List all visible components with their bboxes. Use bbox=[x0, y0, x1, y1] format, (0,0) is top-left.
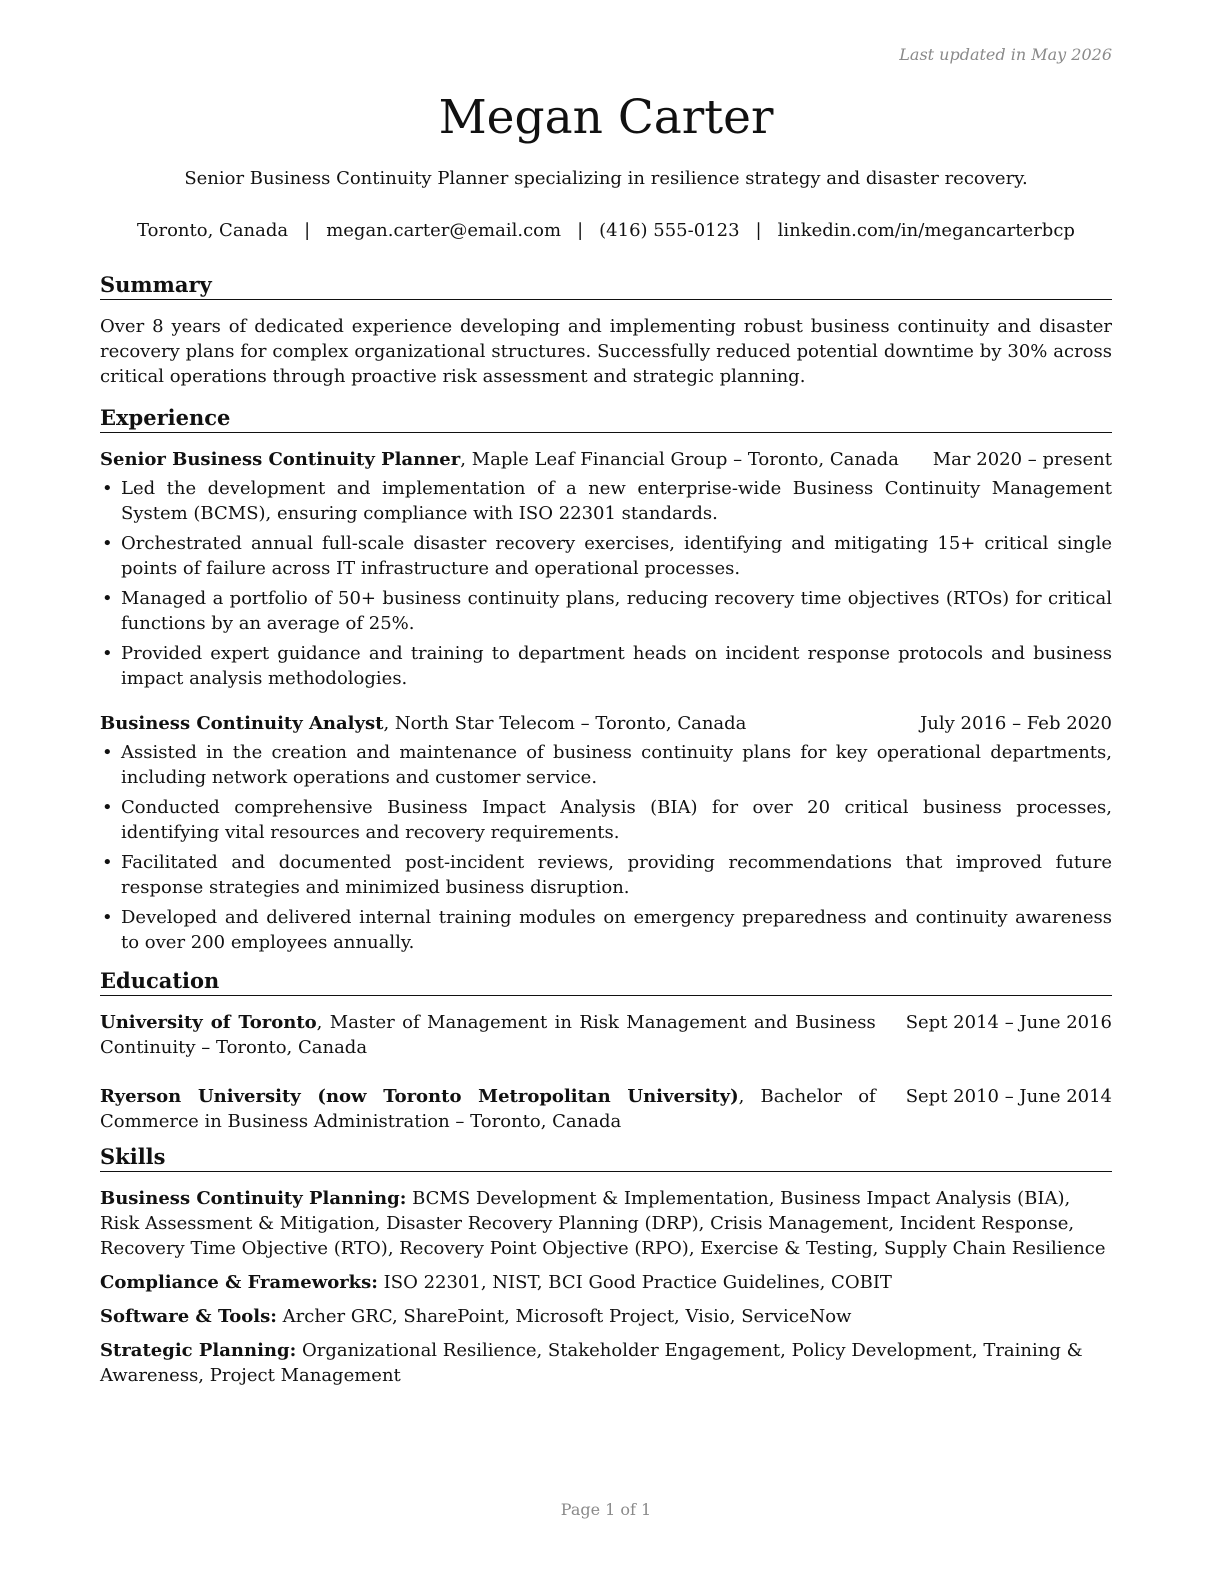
section-heading-education: Education bbox=[100, 968, 1112, 996]
skill-row bbox=[100, 1270, 1112, 1295]
education-school: Ryerson University (now Toronto Metropolitan University) bbox=[100, 1086, 739, 1107]
job-bullet: • Provided expert guidance and training to department heads on incident response protocols and business impact analysis methodologies. bbox=[100, 641, 1112, 691]
job-bullets bbox=[100, 476, 1112, 691]
section-heading-experience: Experience bbox=[100, 405, 1112, 433]
education-date: Sept 2014 – June 2016 bbox=[905, 1012, 1112, 1033]
job-role: Business Continuity Analyst bbox=[100, 713, 384, 734]
skill-value: Archer GRC, SharePoint, Microsoft Project, Visio, ServiceNow bbox=[276, 1306, 852, 1327]
summary-text: Over 8 years of dedicated experience developing and implementing robust business continuity and disaster recovery plans for complex organizational structures. Successfully reduced potential downtime by 30% across critical operations through proactive risk assessment and strategic planning. bbox=[100, 316, 1112, 387]
section-heading-summary: Summary bbox=[100, 272, 1112, 300]
education-title-line bbox=[100, 1084, 906, 1134]
education-section bbox=[100, 968, 1112, 1134]
education-entry bbox=[100, 1084, 1112, 1134]
skill-value: Organizational Resilience, Stakeholder Engagement, Policy Development, Training & Awareness, Project Management bbox=[100, 1340, 1083, 1386]
job-bullet: • Led the development and implementation of a new enterprise-wide Business Continuity Management System (BCMS), ensuring compliance with ISO 22301 standards. bbox=[100, 476, 1112, 526]
job-bullet: • Conducted comprehensive Business Impact Analysis (BIA) for over 20 critical business processes, identifying vital resources and recovery requirements. bbox=[100, 795, 1112, 845]
education-date: Sept 2010 – June 2014 bbox=[905, 1086, 1112, 1107]
job-title-line bbox=[100, 711, 920, 736]
last-updated-note: Last updated in May 2026 bbox=[899, 45, 1112, 64]
job-entry bbox=[100, 447, 1112, 691]
skill-value: ISO 22301, NIST, BCI Good Practice Guidelines, COBIT bbox=[377, 1272, 892, 1293]
job-date: Mar 2020 – present bbox=[932, 449, 1112, 470]
job-role: Senior Business Continuity Planner bbox=[100, 449, 461, 470]
contact-separator: | bbox=[304, 220, 311, 241]
job-bullet: • Assisted in the creation and maintenance of business continuity plans for key operational departments, including network operations and customer service. bbox=[100, 740, 1112, 790]
skill-label: Software & Tools: bbox=[100, 1306, 277, 1327]
skill-row bbox=[100, 1186, 1112, 1261]
experience-section bbox=[100, 405, 1112, 955]
contact-line bbox=[100, 219, 1112, 243]
job-company: , Maple Leaf Financial Group – Toronto, Canada bbox=[460, 449, 899, 470]
job-bullets bbox=[100, 740, 1112, 955]
education-title-line bbox=[100, 1010, 906, 1060]
job-header bbox=[100, 447, 1112, 472]
education-entry bbox=[100, 1010, 1112, 1060]
job-bullet: • Orchestrated annual full-scale disaster recovery exercises, identifying and mitigating 15+ critical single points of failure across IT infrastructure and operational processes. bbox=[100, 531, 1112, 581]
contact-separator: | bbox=[755, 220, 762, 241]
candidate-name: Megan Carter bbox=[438, 90, 774, 145]
contact-separator: | bbox=[577, 220, 584, 241]
skills-section bbox=[100, 1144, 1112, 1388]
skill-value: BCMS Development & Implementation, Business Impact Analysis (BIA), Risk Assessment & Mitigation, Disaster Recovery Planning (DRP), Crisis Management, Incident Response, Recovery Time Objective (RTO), Recovery Point Objective (RPO), Exercise & Testing, Supply Chain Resilience bbox=[100, 1188, 1106, 1259]
skill-label: Strategic Planning: bbox=[100, 1340, 297, 1361]
job-title-line bbox=[100, 447, 933, 472]
skill-row bbox=[100, 1304, 1112, 1329]
contact-email-link[interactable]: megan.carter@email.com bbox=[326, 220, 562, 241]
job-header bbox=[100, 711, 1112, 736]
contact-location: Toronto, Canada bbox=[137, 220, 289, 241]
section-heading-skills: Skills bbox=[100, 1144, 1112, 1172]
summary-section bbox=[100, 272, 1112, 389]
education-detail: , Master of Management in Risk Management and Business Continuity – Toronto, Canada bbox=[100, 1012, 876, 1058]
job-bullet: • Developed and delivered internal training modules on emergency preparedness and continuity awareness to over 200 employees annually. bbox=[100, 905, 1112, 955]
education-header bbox=[100, 1084, 1112, 1134]
education-detail: , Bachelor of Commerce in Business Administration – Toronto, Canada bbox=[100, 1086, 876, 1132]
job-company: , North Star Telecom – Toronto, Canada bbox=[383, 713, 747, 734]
education-school: University of Toronto bbox=[100, 1012, 317, 1033]
contact-phone: (416) 555-0123 bbox=[599, 220, 740, 241]
skill-label: Compliance & Frameworks: bbox=[100, 1272, 378, 1293]
job-date: July 2016 – Feb 2020 bbox=[920, 713, 1112, 734]
resume-content bbox=[100, 272, 1112, 1398]
job-bullet: • Facilitated and documented post-incident reviews, providing recommendations that improved future response strategies and minimized business disruption. bbox=[100, 850, 1112, 900]
page-number-footer: Page 1 of 1 bbox=[560, 1500, 652, 1519]
skill-label: Business Continuity Planning: bbox=[100, 1188, 407, 1209]
contact-linkedin-link[interactable]: linkedin.com/in/megancarterbcp bbox=[777, 220, 1075, 241]
education-header bbox=[100, 1010, 1112, 1060]
job-entry bbox=[100, 711, 1112, 955]
skill-row bbox=[100, 1338, 1112, 1388]
tagline: Senior Business Continuity Planner specializing in resilience strategy and disaster recovery. bbox=[184, 168, 1028, 189]
job-bullet: • Managed a portfolio of 50+ business continuity plans, reducing recovery time objectives (RTOs) for critical functions by an average of 25%. bbox=[100, 586, 1112, 636]
